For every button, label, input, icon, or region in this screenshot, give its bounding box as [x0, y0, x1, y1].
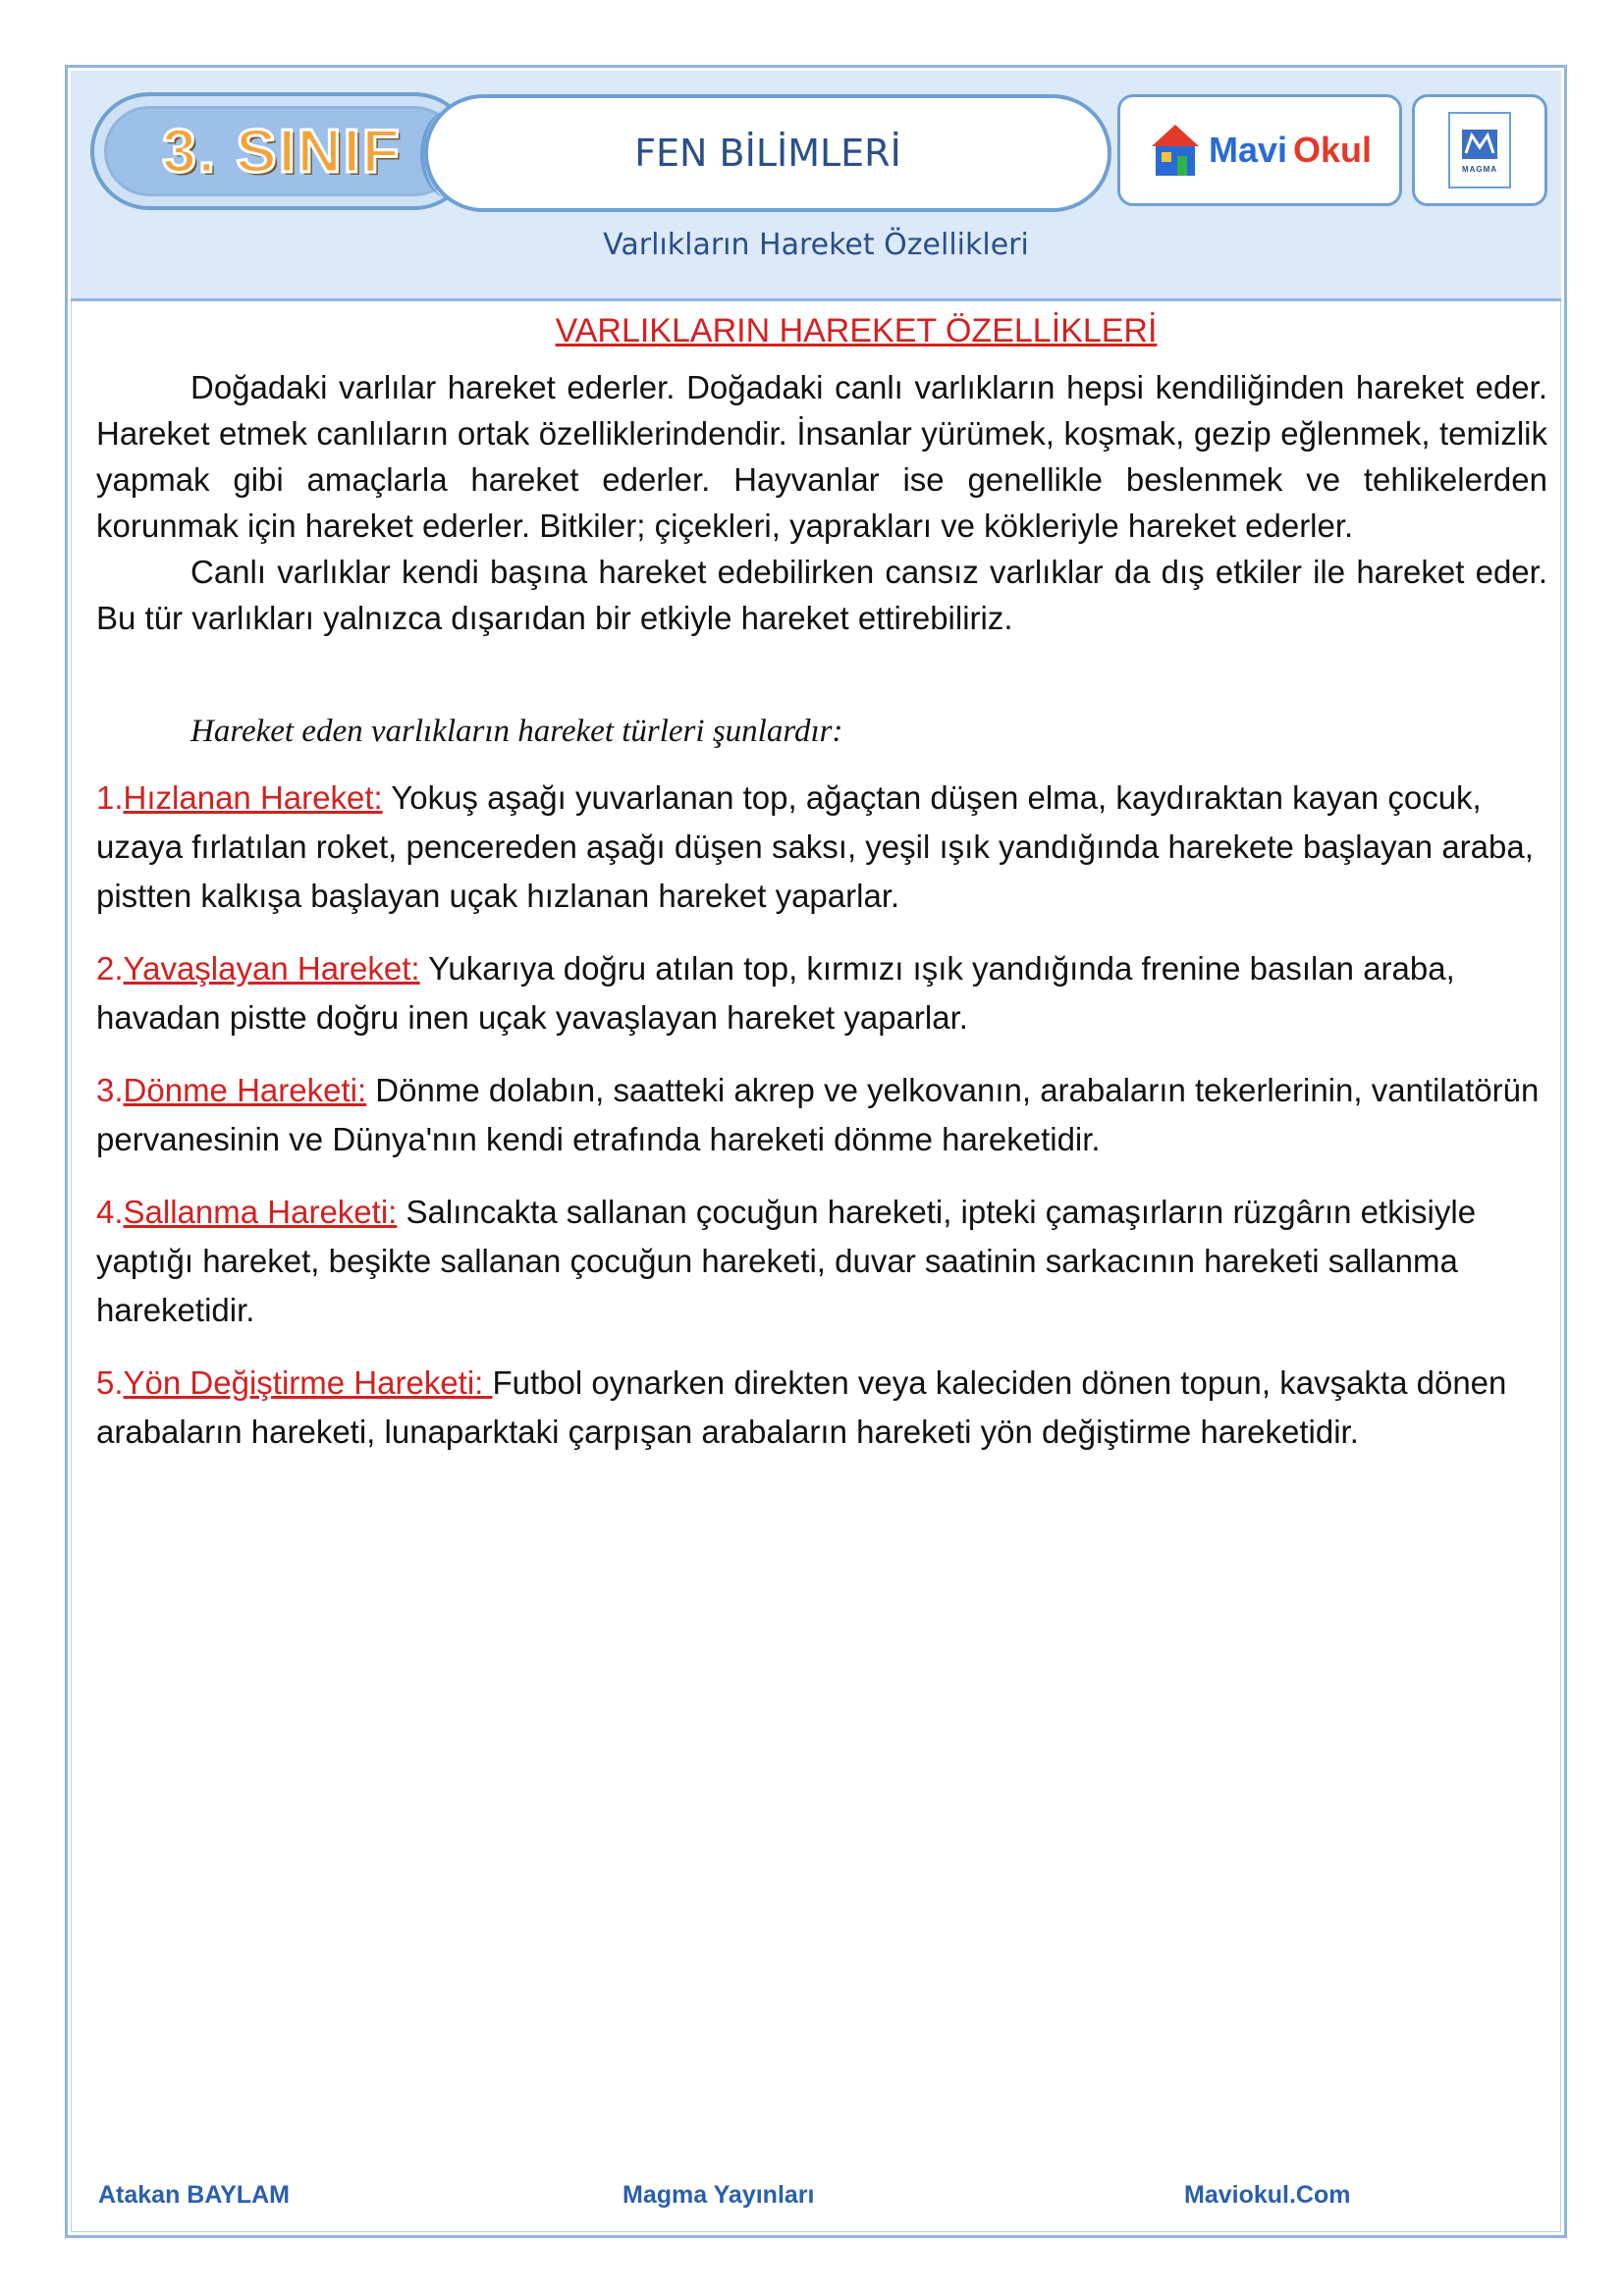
item-text: Futbol oynarken direkten veya kaleciden dönen topun, kavşakta dönen arabaların hareketi, lunaparktaki çarpışan arabaların hareketi yön değiştirme hareketidir.: [96, 1364, 1507, 1450]
magma-logo: [1412, 94, 1547, 206]
logo-text-mavi: Mavi: [1208, 130, 1288, 170]
grade-badge: [90, 92, 473, 210]
item-number: 4.: [96, 1194, 124, 1230]
grade-badge-inner: [104, 106, 460, 196]
house-icon: [1148, 121, 1203, 180]
logo-text-okul: Okul: [1293, 130, 1373, 170]
item-label: Dönme Hareketi:: [123, 1072, 367, 1108]
topic-subtitle: Varlıkların Hareket Özellikleri: [603, 228, 1029, 262]
footer-site[interactable]: Maviokul.Com: [1184, 2181, 1351, 2209]
item-label: Yavaşlayan Hareket:: [123, 950, 420, 987]
subject-box: [424, 94, 1111, 212]
maviokul-logo: [1117, 94, 1402, 206]
list-item: [96, 944, 1547, 1042]
list-item: [96, 1188, 1547, 1335]
item-number: 1.: [96, 779, 124, 816]
item-label: Sallanma Hareketi:: [123, 1194, 398, 1230]
item-label: Yön Değiştirme Hareketi:: [123, 1364, 493, 1401]
list-item: [96, 774, 1547, 921]
magma-logo-inner: [1448, 112, 1511, 188]
item-number: 5.: [96, 1364, 124, 1401]
list-item: [96, 1066, 1547, 1164]
item-label: Hızlanan Hareket:: [123, 779, 383, 816]
page-header: [71, 71, 1561, 301]
subject-arc-decoration: [420, 110, 479, 198]
subject-title: FEN BİLİMLERİ: [634, 132, 901, 175]
magma-label: MAGMA: [1461, 164, 1498, 174]
item-number: 3.: [96, 1072, 124, 1108]
list-item: [96, 1359, 1547, 1457]
paragraph-1: Doğadaki varlılar hareket ederler. Doğadaki canlı varlıkların hepsi kendiliğinden hareket eder. Hareket etmek canlıların ortak özelliklerindendir. İnsanlar yürümek, koşmak, gezip eğlenmek, temizlik yapmak gibi amaçlarla hareket ederler. Hayvanlar ise genellikle beslenmek ve tehlikelerden korunmak için hareket ederler. Bitkiler; çiçekleri, yaprakları ve kökleriyle hareket ederler.: [96, 369, 1547, 544]
grade-label: 3. SINIF: [162, 117, 402, 186]
page-footer: [98, 2181, 1394, 2220]
item-text: Yukarıya doğru atılan top, kırmızı ışık yandığında frenine basılan araba, havadan pistte doğru inen uçak yavaşlayan hareket yaparlar.: [96, 950, 1455, 1036]
item-text: Yokuş aşağı yuvarlanan top, ağaçtan düşen elma, kaydıraktan kayan çocuk, uzaya fırlatılan roket, pencereden aşağı düşen saksı, yeşil ışık yandığında harekete başlayan araba, pistten kalkışa başlayan uçak hızlanan hareket yaparlar.: [96, 779, 1534, 914]
paragraph-2: Canlı varlıklar kendi başına hareket edebilirken cansız varlıklar da dış etkiler ile hareket eder. Bu tür varlıkları yalnızca dışarıdan bir etkiyle hareket ettirebiliriz.: [96, 554, 1547, 636]
list-intro: Hareket eden varlıkların hareket türleri şunlardır:: [190, 714, 843, 749]
document-body: [96, 312, 1547, 1457]
footer-author: Atakan BAYLAM: [98, 2181, 290, 2209]
document-title: VARLIKLARIN HAREKET ÖZELLİKLERİ: [555, 312, 1158, 349]
item-text: Dönme dolabın, saatteki akrep ve yelkovanın, arabaların tekerlerinin, vantilatörün pervanesinin ve Dünya'nın kendi etrafında hareketi dönme hareketidir.: [96, 1072, 1540, 1157]
book-icon: [1460, 128, 1499, 161]
item-text: Salıncakta sallanan çocuğun hareketi, ipteki çamaşırların rüzgârın etkisiyle yaptığı hareket, beşikte sallanan çocuğun hareketi, duvar saatinin sarkacının hareketi sallanma hareketidir.: [96, 1194, 1477, 1328]
item-number: 2.: [96, 950, 124, 987]
footer-publisher: Magma Yayınları: [623, 2181, 815, 2209]
